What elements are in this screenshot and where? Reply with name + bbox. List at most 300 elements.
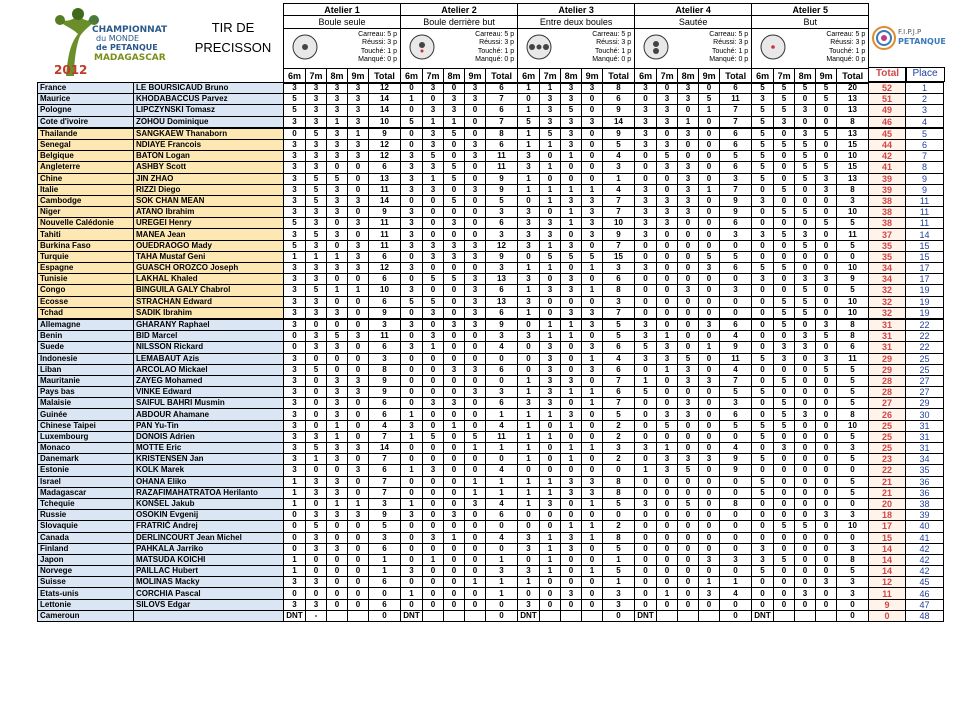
score-cell: 3 [284,184,306,195]
score-cell: 0 [582,454,603,465]
score-cell: 3 [348,251,369,262]
atelier-total-cell: 6 [486,364,518,375]
score-cell: 5 [635,387,657,398]
country-cell: Mauritanie [38,375,134,386]
score-cell: 3 [678,162,699,173]
score-cell: 3 [284,398,306,409]
country-cell: Suede [38,342,134,353]
atelier-total-cell: 4 [486,342,518,353]
atelier-total-cell: 4 [486,532,518,543]
score-cell: 0 [657,251,678,262]
score-cell: 0 [401,331,423,342]
score-cell: 3 [284,409,306,420]
score-cell: 5 [774,94,795,105]
score-cell: 0 [465,116,486,128]
atelier-total-cell: 5 [720,251,752,262]
score-cell: 0 [774,476,795,487]
score-cell: 5 [816,218,837,229]
score-cell: 0 [657,307,678,319]
score-cell: 0 [518,251,540,262]
score-cell: 1 [518,184,540,195]
score-cell: 1 [561,151,582,162]
score-cell: 1 [518,128,540,140]
score-cell [465,610,486,621]
country-cell: Slovaquie [38,521,134,532]
score-cell: 1 [518,139,540,150]
score-cell: 3 [327,195,348,206]
score-cell: 0 [752,307,774,319]
player-name-cell: GUASCH OROZCO Joseph [134,263,284,274]
score-cell: 0 [348,409,369,420]
score-cell: 5 [774,554,795,565]
score-cell: 1 [540,566,561,577]
score-cell: 0 [327,218,348,229]
atelier-total-cell: 11 [486,151,518,162]
table-row [38,610,944,621]
score-cell: 0 [657,296,678,307]
atelier-total-cell: 7 [369,476,401,487]
grand-total-cell: 25 [869,420,906,431]
score-cell: 0 [795,94,816,105]
score-cell: 3 [306,240,327,251]
score-cell: 3 [699,554,720,565]
atelier-total-cell: 3 [369,319,401,331]
score-cell: 1 [561,331,582,342]
score-cell: 0 [795,353,816,364]
grand-total-cell: 22 [869,465,906,476]
atelier-total-cell: 3 [369,498,401,509]
score-cell: 0 [657,128,678,140]
score-cell: 0 [795,431,816,442]
score-cell: 5 [699,251,720,262]
score-cell: 3 [306,487,327,498]
score-cell: 3 [284,162,306,173]
score-cell: 3 [401,151,423,162]
score-cell: 5 [774,319,795,331]
score-cell: 3 [306,342,327,353]
table-row [38,521,944,532]
score-cell: 5 [752,151,774,162]
score-cell: 0 [795,487,816,498]
atelier-4-points [709,31,748,65]
grand-total-cell: 32 [869,307,906,319]
score-cell: 3 [423,105,444,116]
score-cell: 0 [816,398,837,409]
score-cell: 1 [518,387,540,398]
score-cell: 1 [518,285,540,296]
score-cell: 1 [284,566,306,577]
player-name-cell: PAHKALA Jarriko [134,543,284,554]
score-cell: 0 [752,588,774,599]
place-cell: 2 [906,94,944,105]
score-cell: 0 [657,274,678,285]
score-cell: 0 [699,521,720,532]
place-cell: 19 [906,296,944,307]
score-cell: 1 [540,409,561,420]
score-cell: 3 [284,263,306,274]
score-cell: 0 [699,83,720,94]
score-cell: 5 [774,184,795,195]
atelier-total-cell: 3 [603,443,635,454]
atelier-total-cell: 5 [837,398,869,409]
score-cell: 1 [518,454,540,465]
atelier-total-cell: 9 [603,105,635,116]
score-cell: 0 [678,307,699,319]
atelier-total-cell: 7 [486,116,518,128]
score-cell: 3 [348,94,369,105]
score-cell: 3 [635,105,657,116]
score-cell: 5 [816,162,837,173]
score-cell: 5 [752,476,774,487]
score-cell: 0 [678,251,699,262]
score-cell: 3 [444,218,465,229]
score-cell: 0 [465,229,486,240]
atelier-total-cell: 11 [720,353,752,364]
score-cell: 0 [327,532,348,543]
score-cell: 0 [465,105,486,116]
score-cell: 3 [284,465,306,476]
atelier-total-cell: 0 [837,610,869,621]
score-cell: 0 [582,173,603,184]
place-cell: 42 [906,566,944,577]
score-cell: 1 [657,588,678,599]
atelier-total-cell: 0 [720,487,752,498]
grand-total-cell: 38 [869,218,906,229]
player-name-cell: TAHA Mustaf Geni [134,251,284,262]
atelier-5-points [826,31,865,65]
score-cell: 0 [774,387,795,398]
score-cell: 0 [561,342,582,353]
score-cell: 0 [465,218,486,229]
score-cell: 1 [465,443,486,454]
table-row [38,218,944,229]
atelier-total-cell: 5 [720,387,752,398]
player-name-cell: BID Marcel [134,331,284,342]
score-cell: 0 [423,263,444,274]
score-cell: 1 [401,465,423,476]
score-cell: 0 [752,285,774,296]
atelier-total-cell: 3 [486,387,518,398]
score-cell: 3 [518,151,540,162]
score-cell: 1 [561,184,582,195]
score-cell: 0 [774,331,795,342]
grand-total-cell: 11 [869,588,906,599]
score-cell: 0 [348,588,369,599]
atelier-total-cell: 0 [486,454,518,465]
score-cell: 3 [635,195,657,206]
score-cell: 3 [465,94,486,105]
score-cell: 0 [699,162,720,173]
score-cell: 0 [699,599,720,610]
score-cell: 3 [401,510,423,521]
svg-text:2012: 2012 [54,63,88,77]
atelier-total-cell: 11 [369,240,401,251]
score-cell: 3 [699,588,720,599]
score-cell: 0 [561,353,582,364]
atelier-total-cell: 11 [369,331,401,342]
score-cell: 0 [795,599,816,610]
score-cell: 0 [348,431,369,442]
score-cell: 0 [327,162,348,173]
atelier-total-cell: 1 [603,173,635,184]
place-cell: 5 [906,128,944,140]
score-cell: 0 [348,296,369,307]
atelier-total-cell: 7 [486,94,518,105]
grand-total-header: Total [868,67,907,82]
score-cell: 3 [401,184,423,195]
score-cell: 0 [444,263,465,274]
score-cell: 3 [635,184,657,195]
score-cell: 0 [795,116,816,128]
grand-total-cell: 28 [869,375,906,386]
atelier-total-cell: 6 [369,599,401,610]
score-cell: 0 [657,319,678,331]
score-cell: DNT [518,610,540,621]
country-cell: Nouvelle Calédonie [38,218,134,229]
score-cell: 3 [423,465,444,476]
score-cell: 0 [540,274,561,285]
score-cell: 0 [795,566,816,577]
atelier-total-cell: 9 [720,207,752,218]
score-cell: 0 [816,296,837,307]
score-cell: 0 [816,139,837,150]
atelier-total-cell: 9 [486,319,518,331]
score-cell: 0 [465,599,486,610]
score-cell: 1 [540,487,561,498]
score-cell: 0 [327,364,348,375]
atelier-1-points [358,31,397,65]
score-cell: 0 [699,498,720,509]
score-cell: 0 [401,487,423,498]
score-cell: 3 [774,353,795,364]
atelier-total-cell: 4 [486,465,518,476]
score-cell: 1 [518,173,540,184]
score-cell: 0 [465,353,486,364]
score-cell: 3 [752,94,774,105]
score-cell: 5 [306,229,327,240]
atelier-total-cell: 11 [369,184,401,195]
score-cell: 3 [582,229,603,240]
score-cell: 3 [327,375,348,386]
score-cell: 0 [561,465,582,476]
table-row [38,307,944,319]
score-cell: 0 [816,240,837,251]
player-name-cell: NILSSON Rickard [134,342,284,353]
score-cell: 0 [752,364,774,375]
atelier-total-cell: 0 [837,599,869,610]
score-cell: 0 [444,151,465,162]
score-cell: 1 [518,498,540,509]
atelier-total-cell: 1 [486,577,518,588]
score-cell: 5 [306,184,327,195]
player-name-cell: SILOVS Edgar [134,599,284,610]
score-cell: 0 [657,554,678,565]
score-cell: 1 [518,420,540,431]
score-cell: 3 [657,162,678,173]
score-col-header: 9m [816,68,837,83]
atelier-total-cell: 6 [720,263,752,274]
score-cell: 0 [540,207,561,218]
atelier-total-cell: 7 [720,375,752,386]
player-name-cell: KONŠEL Jakub [134,498,284,509]
atelier-total-cell: 0 [837,532,869,543]
score-cell: 3 [518,207,540,218]
score-cell: 0 [582,510,603,521]
score-cell: 0 [561,577,582,588]
country-cell: Pays bas [38,387,134,398]
score-cell: 3 [444,105,465,116]
atelier-total-cell: 14 [369,443,401,454]
score-cell: 0 [465,454,486,465]
score-cell: 0 [752,521,774,532]
score-cell: 0 [518,364,540,375]
score-cell: 3 [284,375,306,386]
points-rule: Manqué: 0 p [475,56,515,64]
atelier-total-cell: 7 [720,116,752,128]
score-cell: 5 [306,364,327,375]
score-cell: 5 [657,420,678,431]
score-cell: 1 [561,319,582,331]
score-cell: 0 [635,431,657,442]
atelier-total-cell: 8 [486,128,518,140]
score-cell: 3 [401,319,423,331]
score-cell: 3 [284,387,306,398]
score-cell: 3 [327,387,348,398]
score-cell: 0 [348,364,369,375]
score-cell: 0 [635,554,657,565]
score-cell: 3 [561,476,582,487]
atelier-total-cell: 0 [603,610,635,621]
country-cell: Tahiti [38,229,134,240]
points-rule: Réussi: 3 p [479,39,515,47]
atelier-total-cell: 9 [603,128,635,140]
atelier-total-cell: 0 [837,465,869,476]
atelier-total-cell: 10 [603,218,635,229]
score-cell: 3 [284,195,306,206]
score-cell: 0 [774,151,795,162]
atelier-total-cell: 1 [486,443,518,454]
score-cell: 3 [401,218,423,229]
atelier-total-cell: 9 [603,229,635,240]
atelier-total-cell: 0 [486,521,518,532]
score-cell: 0 [444,307,465,319]
country-cell: Monaco [38,443,134,454]
score-cell: 0 [348,543,369,554]
score-cell: 3 [284,285,306,296]
score-cell: 0 [816,307,837,319]
grand-total-cell: 21 [869,487,906,498]
score-cell: 3 [284,454,306,465]
score-cell: 0 [348,184,369,195]
score-cell: 0 [540,420,561,431]
atelier-total-cell: 20 [837,83,869,94]
place-cell: 17 [906,263,944,274]
grand-total-cell: 42 [869,151,906,162]
score-cell: 0 [327,588,348,599]
atelier-total-cell: 6 [720,139,752,150]
player-name-cell: MOLINAS Macky [134,577,284,588]
points-rule: Touché: 1 p [360,47,398,55]
score-cell: 0 [678,139,699,150]
score-cell: 1 [582,532,603,543]
score-cell: 3 [348,240,369,251]
place-cell: 11 [906,218,944,229]
score-cell: 3 [465,307,486,319]
grand-total-cell: 20 [869,498,906,509]
country-cell: Allemagne [38,319,134,331]
score-cell: 0 [540,577,561,588]
place-cell: 22 [906,319,944,331]
score-cell: 3 [582,218,603,229]
atelier-3-subtitle: Entre deux boules [518,16,635,28]
atelier-total-cell: 6 [369,577,401,588]
score-cell: 0 [518,554,540,565]
score-cell: 3 [306,105,327,116]
score-cell: 0 [444,296,465,307]
score-cell: 3 [540,218,561,229]
score-cell: 3 [635,229,657,240]
score-cell: 1 [518,476,540,487]
score-cell: 0 [635,94,657,105]
player-name-cell: MOTTE Eric [134,443,284,454]
score-cell: 5 [752,162,774,173]
score-cell: 0 [465,263,486,274]
score-cell [423,610,444,621]
country-cell: Finland [38,543,134,554]
score-cell: 0 [284,510,306,521]
score-cell: 5 [795,162,816,173]
atelier-total-cell: 12 [369,263,401,274]
score-cell: 0 [306,420,327,431]
score-cell: 0 [423,207,444,218]
atelier-3-scoring-box [518,28,635,68]
score-cell: 3 [582,476,603,487]
score-col-header: 6m [752,68,774,83]
score-cell: 3 [465,296,486,307]
score-cell: 0 [401,195,423,206]
grand-total-cell: 14 [869,543,906,554]
score-cell: 0 [348,566,369,577]
score-cell: 0 [348,274,369,285]
score-cell: 0 [401,105,423,116]
score-cell: 0 [752,251,774,262]
atelier-1-title: Atelier 1 [284,4,401,16]
svg-text:de PETANQUE: de PETANQUE [96,43,158,52]
score-cell: 0 [795,184,816,195]
score-cell: 0 [401,599,423,610]
atelier-total-cell: 8 [603,285,635,296]
score-cell: 0 [423,577,444,588]
atelier-4-title: Atelier 4 [635,4,752,16]
table-row [38,94,944,105]
atelier-total-cell: 9 [720,454,752,465]
score-col-header: Total [486,68,518,83]
score-cell: 3 [465,139,486,150]
atelier-total-cell: 6 [369,409,401,420]
atelier-total-cell: 15 [837,139,869,150]
score-cell: 0 [678,274,699,285]
atelier-total-cell: 5 [369,521,401,532]
score-cell: 0 [444,409,465,420]
score-cell: 0 [306,387,327,398]
score-cell: 0 [774,532,795,543]
score-cell: 0 [327,521,348,532]
score-cell: 5 [816,83,837,94]
score-cell: 3 [816,173,837,184]
score-cell: 3 [699,375,720,386]
jack-target-icon [756,34,790,60]
score-cell: 3 [657,207,678,218]
